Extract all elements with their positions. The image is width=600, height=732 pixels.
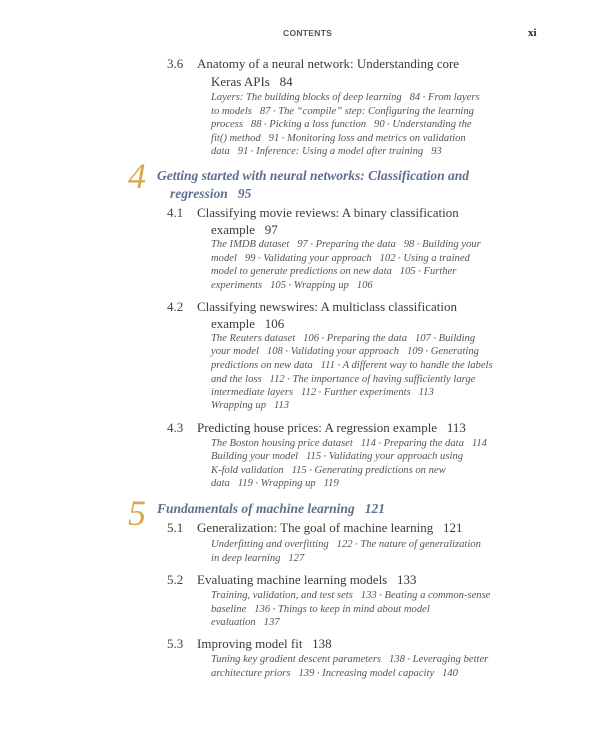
subsection-line[interactable]: Wrapping up 113 bbox=[211, 400, 290, 411]
bullet-separator-icon: ▪ bbox=[272, 605, 276, 613]
chapter-title-link[interactable]: Getting started with neural networks: Classification and bbox=[157, 168, 470, 183]
bullet-separator-icon: ▪ bbox=[407, 655, 411, 663]
section-title-link[interactable]: Evaluating machine learning models 133 bbox=[197, 572, 417, 587]
bullet-separator-icon: ▪ bbox=[323, 452, 327, 460]
subsection-line[interactable]: The Reuters dataset 106 ▪ Preparing the data 107 ▪ Building bbox=[211, 333, 476, 344]
subsection-line[interactable]: Building your model 115 ▪ Validating your approach using bbox=[211, 451, 464, 462]
subsection-line[interactable]: K-fold validation 115 ▪ Generating predictions on new bbox=[211, 465, 446, 476]
bullet-separator-icon: ▪ bbox=[318, 388, 322, 396]
bullet-separator-icon: ▪ bbox=[417, 240, 420, 248]
section-number: 4.2 bbox=[167, 299, 184, 314]
subsection-line[interactable]: in deep learning 127 bbox=[211, 553, 305, 564]
bullet-separator-icon: ▪ bbox=[321, 334, 325, 342]
subsection-line[interactable]: Training, validation, and test sets 133 ▪ Beating a common-sense bbox=[211, 590, 491, 601]
bullet-separator-icon: ▪ bbox=[378, 439, 382, 447]
chapter-number: 4 bbox=[128, 156, 146, 196]
section-title-link[interactable]: Anatomy of a neural network: Understanding core bbox=[197, 56, 460, 71]
subsection-line[interactable]: your model 108 ▪ Validating your approach 109 ▪ Generating bbox=[211, 346, 479, 357]
subsection-line[interactable]: experiments 105 ▪ Wrapping up 106 bbox=[211, 280, 373, 291]
subsection-line[interactable]: architecture priors 139 ▪ Increasing model capacity 140 bbox=[211, 668, 458, 679]
subsection-line[interactable]: to models 87 ▪ The “compile” step: Configuring the learning bbox=[211, 106, 474, 117]
section-title-link[interactable]: Predicting house prices: A regression example 113 bbox=[197, 420, 466, 435]
chapter-title-link[interactable]: Fundamentals of machine learning 121 bbox=[157, 501, 386, 516]
section-number: 5.2 bbox=[167, 572, 184, 587]
subsection-line[interactable]: process 88 ▪ Picking a loss function 90 ▪ Understanding the bbox=[211, 119, 472, 130]
bullet-separator-icon: ▪ bbox=[285, 347, 288, 355]
section-title-link[interactable]: example 97 bbox=[211, 222, 278, 237]
subsection-line[interactable]: The Boston housing price dataset 114 ▪ Preparing the data 114 bbox=[211, 438, 487, 449]
bullet-separator-icon: ▪ bbox=[251, 147, 254, 155]
bullet-separator-icon: ▪ bbox=[281, 134, 285, 142]
chapter-number: 5 bbox=[128, 493, 146, 533]
page-number: xi bbox=[528, 27, 537, 39]
section-title-link[interactable]: Classifying movie reviews: A binary classification bbox=[197, 205, 459, 220]
subsection-line[interactable]: fit() method 91 ▪ Monitoring loss and metrics on validation bbox=[211, 133, 466, 144]
bullet-separator-icon: ▪ bbox=[355, 540, 358, 548]
subsection-line[interactable]: baseline 136 ▪ Things to keep in mind about model bbox=[211, 604, 430, 615]
bullet-separator-icon: ▪ bbox=[255, 479, 259, 487]
section-number: 4.1 bbox=[167, 205, 184, 220]
bullet-separator-icon: ▪ bbox=[398, 254, 401, 262]
bullet-separator-icon: ▪ bbox=[379, 591, 382, 599]
section-title-link[interactable]: example 106 bbox=[211, 316, 285, 331]
bullet-separator-icon: ▪ bbox=[337, 361, 341, 369]
bullet-separator-icon: ▪ bbox=[422, 93, 426, 101]
bullet-separator-icon: ▪ bbox=[310, 240, 313, 248]
bullet-separator-icon: ▪ bbox=[288, 281, 292, 289]
bullet-separator-icon: ▪ bbox=[418, 267, 421, 275]
bullet-separator-icon: ▪ bbox=[433, 334, 436, 342]
section-title-link[interactable]: Generalization: The goal of machine learning 121 bbox=[197, 520, 463, 535]
subsection-line[interactable]: Tuning key gradient descent parameters 138 ▪ Leveraging better bbox=[211, 654, 489, 665]
subsection-line[interactable]: Underfitting and overfitting 122 ▪ The nature of generalization bbox=[211, 539, 481, 550]
chapter-title-link[interactable]: regression 95 bbox=[170, 186, 252, 201]
subsection-line[interactable]: intermediate layers 112 ▪ Further experiments 113 bbox=[211, 387, 434, 398]
bullet-separator-icon: ▪ bbox=[287, 375, 290, 383]
section-title-link[interactable]: Classifying newswires: A multiclass classification bbox=[197, 299, 457, 314]
section-number: 3.6 bbox=[167, 56, 184, 71]
bullet-separator-icon: ▪ bbox=[317, 669, 320, 677]
section-title-link[interactable]: Improving model fit 138 bbox=[197, 636, 332, 651]
subsection-line[interactable]: The IMDB dataset 97 ▪ Preparing the data 98 ▪ Building your bbox=[211, 239, 481, 250]
section-number: 4.3 bbox=[167, 420, 184, 435]
running-head: CONTENTS bbox=[283, 28, 333, 38]
bullet-separator-icon: ▪ bbox=[273, 107, 276, 115]
subsection-line[interactable]: model to generate predictions on new data 105 ▪ Further bbox=[211, 266, 457, 277]
subsection-line[interactable]: and the loss 112 ▪ The importance of having sufficiently large bbox=[211, 374, 476, 385]
bullet-separator-icon: ▪ bbox=[258, 254, 261, 262]
subsection-line[interactable]: Layers: The building blocks of deep learning 84 ▪ From layers bbox=[211, 92, 480, 103]
subsection-line[interactable]: data 91 ▪ Inference: Using a model after training 93 bbox=[211, 146, 442, 157]
bullet-separator-icon: ▪ bbox=[264, 120, 267, 128]
bullet-separator-icon: ▪ bbox=[425, 347, 429, 355]
section-number: 5.1 bbox=[167, 520, 184, 535]
subsection-line[interactable]: model 99 ▪ Validating your approach 102 ▪ Using a trained bbox=[211, 253, 470, 264]
subsection-line[interactable]: data 119 ▪ Wrapping up 119 bbox=[211, 478, 339, 489]
section-title-link[interactable]: Keras APIs 84 bbox=[211, 74, 293, 89]
bullet-separator-icon: ▪ bbox=[309, 466, 312, 474]
subsection-line[interactable]: evaluation 137 bbox=[211, 617, 280, 628]
bullet-separator-icon: ▪ bbox=[387, 120, 390, 128]
section-number: 5.3 bbox=[167, 636, 184, 651]
subsection-line[interactable]: predictions on new data 111 ▪ A different way to handle the labels bbox=[211, 360, 493, 371]
